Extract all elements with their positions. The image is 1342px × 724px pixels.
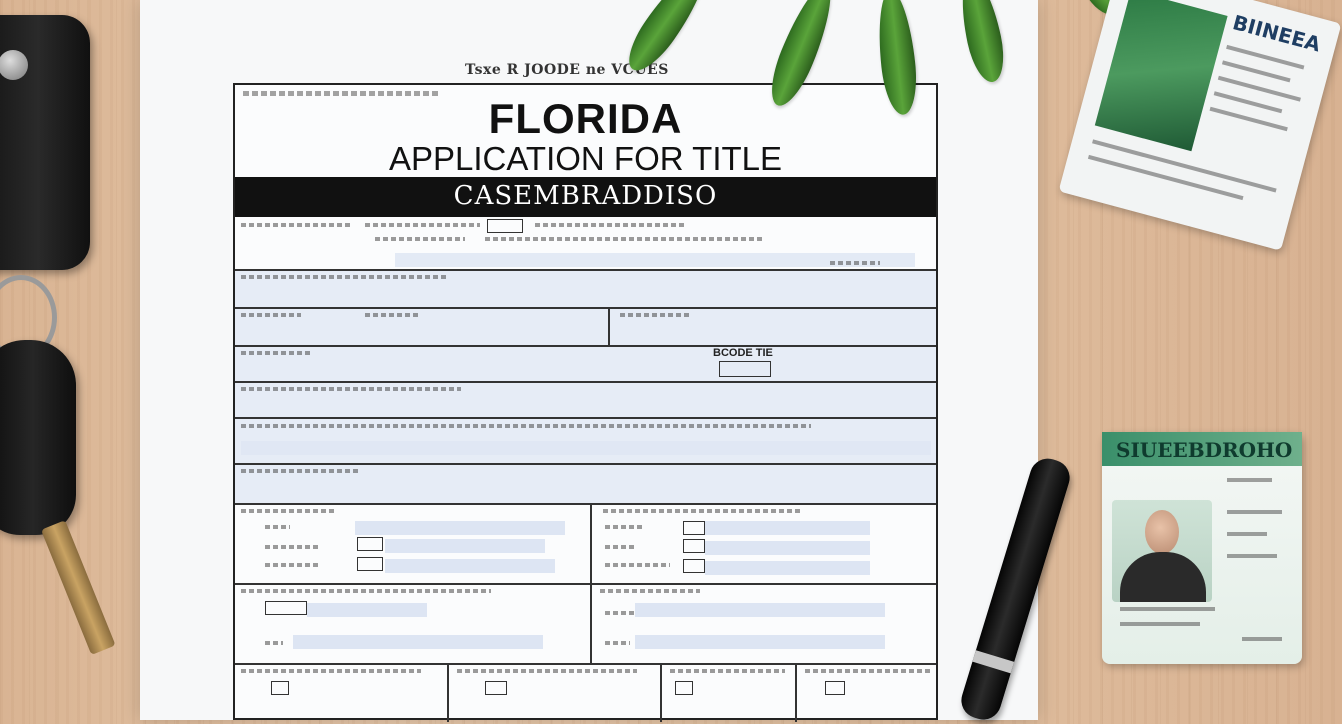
key-blade (41, 520, 116, 655)
form-row-9 (235, 585, 936, 665)
checkbox (719, 361, 771, 377)
checkbox (357, 537, 383, 551)
form-row-7 (235, 465, 936, 505)
form-subtitle: APPLICATION FOR TITLE (388, 140, 783, 177)
car-key-fob (0, 15, 90, 270)
checkbox (675, 681, 693, 695)
checkbox (683, 539, 705, 553)
form-row-3 (235, 309, 936, 347)
form-row-2 (235, 271, 936, 309)
checkbox (485, 681, 507, 695)
checkbox (683, 521, 705, 535)
form-row-5 (235, 383, 936, 419)
form-banner (235, 177, 936, 217)
form-row-10 (235, 665, 936, 722)
id-card-bottom (1102, 432, 1302, 664)
checkbox (271, 681, 289, 695)
id-card-top (1059, 0, 1342, 251)
form-row-1 (235, 217, 936, 271)
card-top-title: BIINEEA (1230, 10, 1324, 57)
portrait-head (1145, 510, 1179, 554)
checkbox (265, 601, 307, 615)
card-photo (1095, 0, 1228, 151)
form-row-6 (235, 419, 936, 465)
checkbox (825, 681, 845, 695)
banner-text: CASEMBRADDISO (453, 181, 718, 211)
title-application-form (233, 83, 938, 720)
top-caption: Tsxe R JOODE ne VCUES (465, 62, 669, 78)
form-row-8 (235, 505, 936, 585)
car-key-icon (0, 340, 76, 535)
stamp-label: BCODE TIE (713, 347, 773, 359)
card-bottom-title: SIUEEBDROHO (1116, 438, 1293, 462)
checkbox (357, 557, 383, 571)
portrait-body (1120, 552, 1206, 602)
key-button-icon (0, 50, 28, 80)
checkbox (683, 559, 705, 573)
pen-band (972, 650, 1014, 673)
card-portrait (1112, 500, 1212, 602)
form-title: FLORIDA (488, 95, 683, 142)
checkbox (487, 219, 523, 233)
form-row-4 (235, 347, 936, 383)
